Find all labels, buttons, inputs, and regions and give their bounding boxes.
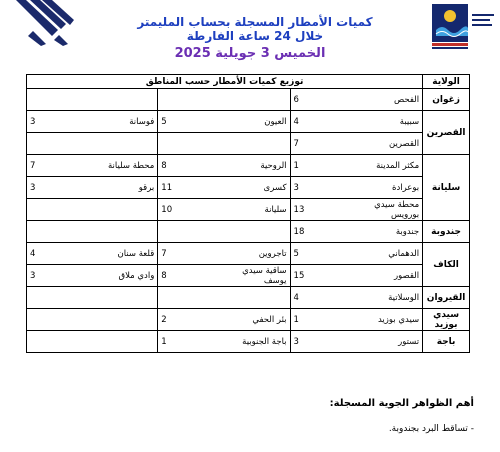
rainfall-value [158, 221, 219, 243]
table-row [27, 309, 470, 331]
remarks-title: أهم الظواهر الجوية المسجلة: [329, 398, 474, 409]
table-row [27, 221, 470, 243]
table-row [27, 89, 470, 111]
rainfall-value: 4 [290, 111, 351, 133]
rainfall-value: 3 [290, 331, 351, 353]
table-row [27, 243, 470, 265]
rainfall-value [158, 89, 219, 111]
governorate-cell: الكاف [423, 243, 470, 287]
governorate-cell: سليانة [423, 155, 470, 221]
rainfall-value: 3 [27, 111, 87, 133]
station-name: ساقية سيدي يوسف [219, 265, 291, 287]
station-name [219, 221, 291, 243]
rainfall-value [27, 221, 87, 243]
station-name: بوعرادة [351, 177, 423, 199]
station-name: القصور [351, 265, 423, 287]
station-name [87, 287, 158, 309]
table-row [27, 331, 470, 353]
station-name: الوسلاتية [351, 287, 423, 309]
station-name: القصرين [351, 133, 423, 155]
station-name: الروحية [219, 155, 291, 177]
rainfall-value: 7 [290, 133, 351, 155]
station-name [87, 221, 158, 243]
station-name: تاجروين [219, 243, 291, 265]
header-governorate: الولاية [423, 75, 470, 89]
governorate-cell: القيروان [423, 287, 470, 309]
remarks-item: - تساقط البرد بجندوبة. [388, 424, 474, 434]
rainfall-value: 18 [290, 221, 351, 243]
table-row [27, 111, 470, 133]
station-name: باجة الجنوبية [219, 331, 291, 353]
rainfall-value: 4 [27, 243, 87, 265]
rainfall-value [27, 199, 87, 221]
station-name: العيون [219, 111, 291, 133]
rainfall-value: 3 [290, 177, 351, 199]
rainfall-value: 6 [290, 89, 351, 111]
rainfall-value [27, 309, 87, 331]
rainfall-value: 5 [290, 243, 351, 265]
rainfall-value [27, 133, 87, 155]
rainfall-value: 7 [158, 243, 219, 265]
station-name: كسرى [219, 177, 291, 199]
rainfall-value: 8 [158, 155, 219, 177]
rainfall-value [27, 287, 87, 309]
station-name [219, 133, 291, 155]
title-line-2: خلال 24 ساعة الفارطة [186, 29, 324, 43]
rainfall-value: 7 [27, 155, 87, 177]
station-name [87, 133, 158, 155]
station-name: سليانة [219, 199, 291, 221]
rainfall-value: 13 [290, 199, 351, 221]
rainfall-value: 2 [158, 309, 219, 331]
rainfall-value: 3 [27, 177, 87, 199]
station-name: بئر الحفي [219, 309, 291, 331]
rainfall-value: 5 [158, 111, 219, 133]
rainfall-value: 1 [158, 331, 219, 353]
rainfall-value: 8 [158, 265, 219, 287]
table-row [27, 287, 470, 309]
governorate-cell: سيدي بوزيد [423, 309, 470, 331]
station-name [87, 309, 158, 331]
station-name [87, 89, 158, 111]
station-name: سبيبة [351, 111, 423, 133]
station-name [219, 287, 291, 309]
rainfall-value: 3 [27, 265, 87, 287]
rainfall-value [27, 331, 87, 353]
rainfall-value: 15 [290, 265, 351, 287]
rainfall-value: 1 [290, 155, 351, 177]
station-name: جندوبة [351, 221, 423, 243]
station-name: تستور [351, 331, 423, 353]
table-row [27, 133, 470, 155]
table-row [27, 177, 470, 199]
rainfall-value: 1 [290, 309, 351, 331]
station-name: محطة سليانة [87, 155, 158, 177]
corner-stripes-icon [16, 0, 74, 46]
station-name: وادي ملاق [87, 265, 158, 287]
rainfall-table [26, 74, 470, 353]
station-name [219, 89, 291, 111]
station-name [87, 199, 158, 221]
station-name: فوسانة [87, 111, 158, 133]
governorate-cell: باجة [423, 331, 470, 353]
rainfall-value [158, 287, 219, 309]
title-block [90, 15, 420, 43]
station-name: سيدي بوزيد [351, 309, 423, 331]
institute-logo-icon [430, 2, 496, 52]
station-name: محطة سيدي بورويس [351, 199, 423, 221]
station-name: قلعة سنان [87, 243, 158, 265]
rainfall-value: 10 [158, 199, 219, 221]
station-name: الفحص [351, 89, 423, 111]
header-distribution: توزيع كميات الأمطار حسب المناطق [27, 75, 423, 89]
governorate-cell: جندوبة [423, 221, 470, 243]
station-name: الدهماني [351, 243, 423, 265]
table-row [27, 265, 470, 287]
governorate-cell: زغوان [423, 89, 470, 111]
title-line-1: كميات الأمطار المسجلة بحساب المليمتر [137, 15, 373, 29]
table-row [27, 155, 470, 177]
station-name: برقو [87, 177, 158, 199]
report-date: الخميس 3 جويلية 2025 [174, 46, 326, 61]
rainfall-value: 11 [158, 177, 219, 199]
rainfall-value [27, 89, 87, 111]
rainfall-value [158, 133, 219, 155]
table-row [27, 199, 470, 221]
table-header-row [27, 75, 470, 89]
station-name: مكثر المدينة [351, 155, 423, 177]
station-name [87, 331, 158, 353]
governorate-cell: القصرين [423, 111, 470, 155]
rainfall-value: 4 [290, 287, 351, 309]
